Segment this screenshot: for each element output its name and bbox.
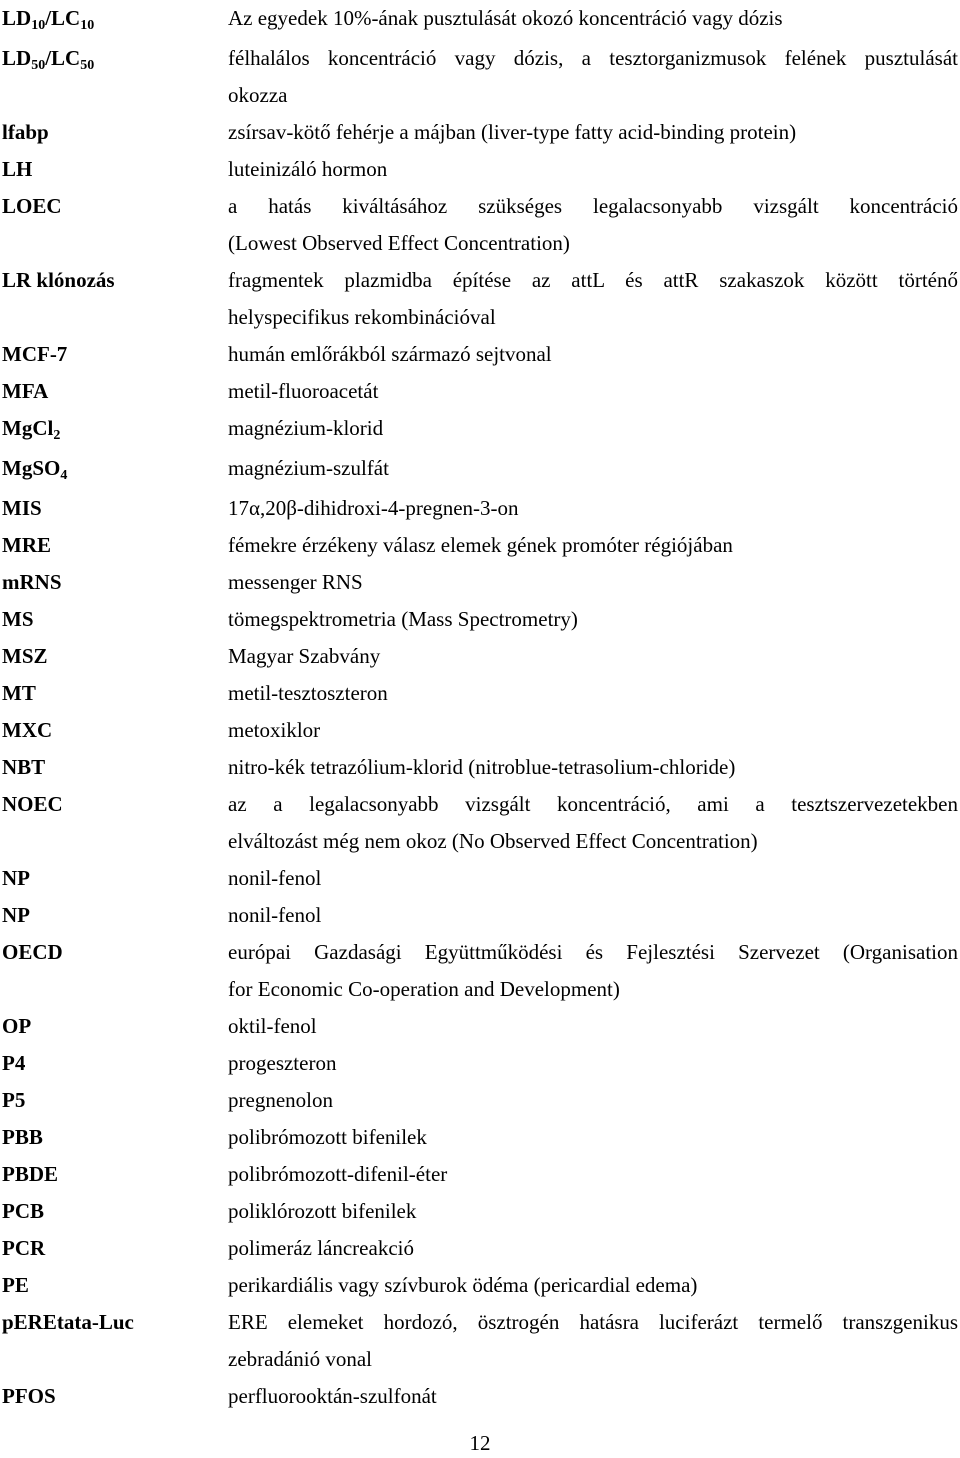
glossary-entry [0, 1008, 960, 1045]
definition-line: polimeráz láncreakció [228, 1236, 414, 1260]
glossary-entry [0, 1193, 960, 1230]
definition-line: messenger RNS [228, 570, 363, 594]
glossary-term: MS [2, 607, 34, 631]
definition-line: perfluorooktán-szulfonát [228, 1384, 437, 1408]
definition-line: for Economic Co-operation and Development) [228, 977, 620, 1001]
glossary-term: MFA [2, 379, 49, 403]
glossary-definition [228, 1119, 958, 1156]
glossary-definition [228, 601, 958, 638]
glossary-entry [0, 601, 960, 638]
definition-line: oktil-fenol [228, 1014, 317, 1038]
glossary-definition [228, 0, 958, 37]
glossary-definition [228, 712, 958, 749]
glossary-definition [228, 897, 958, 934]
glossary-term: NBT [2, 755, 46, 779]
glossary-entry [0, 1267, 960, 1304]
glossary-term: mRNS [2, 570, 62, 594]
definition-line: helyspecifikus rekombinációval [228, 305, 496, 329]
glossary-definition [228, 262, 958, 336]
definition-line: ERE elemeket hordozó, ösztrogén hatásra luciferázt termelő transzgenikus [228, 1310, 958, 1334]
glossary-definition [228, 1082, 958, 1119]
glossary-entry [0, 1045, 960, 1082]
glossary-term: PE [2, 1273, 29, 1297]
glossary-term: OP [2, 1014, 32, 1038]
glossary-definition [228, 749, 958, 786]
glossary-entry [0, 897, 960, 934]
definition-line: a hatás kiváltásához szükséges legalacsonyabb vizsgált koncentráció [228, 194, 958, 218]
definition-line: magnézium-szulfát [228, 456, 389, 480]
glossary-entry [0, 675, 960, 712]
definition-line: zebradánió vonal [228, 1347, 373, 1371]
definition-line: nonil-fenol [228, 866, 322, 890]
glossary-term: lfabp [2, 120, 49, 144]
definition-line: metoxiklor [228, 718, 321, 742]
glossary-term: $LD_{10}/LC_{10}$ [2, 6, 95, 33]
glossary-definition [228, 638, 958, 675]
glossary-entry [0, 40, 960, 114]
definition-line: pregnenolon [228, 1088, 333, 1112]
glossary-entry [0, 860, 960, 897]
glossary-entry [0, 527, 960, 564]
glossary-entry [0, 1230, 960, 1267]
glossary-definition [228, 410, 958, 447]
glossary-entry [0, 1156, 960, 1193]
definition-line: fragmentek plazmidba építése az attL és attR szakaszok között történő [228, 268, 958, 292]
glossary-definition [228, 450, 958, 487]
definition-line: poliklórozott bifenilek [228, 1199, 417, 1223]
glossary-entry [0, 188, 960, 262]
definition-line: metil-fluoroacetát [228, 379, 379, 403]
glossary-entry [0, 1082, 960, 1119]
glossary-definition [228, 527, 958, 564]
glossary-definition [228, 860, 958, 897]
glossary-term: PBB [2, 1125, 43, 1149]
glossary-definition [228, 40, 958, 114]
glossary-term: MgCl$_2$ [2, 416, 61, 443]
glossary-term: MT [2, 681, 36, 705]
glossary-entry [0, 410, 960, 450]
glossary-definition [228, 1193, 958, 1230]
glossary-term: MIS [2, 496, 42, 520]
glossary-term: MCF-7 [2, 342, 68, 366]
glossary-term: OECD [2, 940, 63, 964]
glossary-entry [0, 373, 960, 410]
definition-line: Magyar Szabvány [228, 644, 381, 668]
glossary-entry [0, 712, 960, 749]
definition-line: perikardiális vagy szívburok ödéma (pericardial edema) [228, 1273, 698, 1297]
definition-line: nonil-fenol [228, 903, 322, 927]
glossary-entry [0, 638, 960, 675]
glossary-entry [0, 1378, 960, 1415]
glossary-entry [0, 1119, 960, 1156]
glossary-entry [0, 262, 960, 336]
definition-line: okozza [228, 83, 288, 107]
page-number: 12 [469, 1431, 491, 1455]
definition-line: magnézium-klorid [228, 416, 384, 440]
glossary-definition [228, 1230, 958, 1267]
definition-line: európai Gazdasági Együttműködési és Fejlesztési Szervezet (Organisation [228, 940, 958, 964]
definition-line: nitro-kék tetrazólium-klorid (nitroblue-tetrasolium-chloride) [228, 755, 736, 779]
glossary-definition [228, 1378, 958, 1415]
glossary-definition [228, 1156, 958, 1193]
definition-line: elváltozást még nem okoz (No Observed Effect Concentration) [228, 829, 758, 853]
definition-line: polibrómozott bifenilek [228, 1125, 427, 1149]
glossary-entry [0, 0, 960, 40]
glossary-definition [228, 1304, 958, 1378]
glossary-term: NP [2, 866, 30, 890]
definition-line: humán emlőrákból származó sejtvonal [228, 342, 552, 366]
glossary-term: LOEC [2, 194, 62, 218]
glossary-definition [228, 336, 958, 373]
glossary-term: pEREtata-Luc [2, 1310, 134, 1334]
glossary-definition [228, 114, 958, 151]
glossary-term: $LD_{50}/LC_{50}$ [2, 46, 95, 73]
glossary-definition [228, 675, 958, 712]
glossary-definition [228, 188, 958, 262]
glossary-entry [0, 151, 960, 188]
definition-line: luteinizáló hormon [228, 157, 388, 181]
definition-line: (Lowest Observed Effect Concentration) [228, 231, 570, 255]
glossary-term: LH [2, 157, 33, 181]
definition-line: 17α,20β-dihidroxi-4-pregnen-3-on [228, 496, 519, 520]
definition-line: félhalálos koncentráció vagy dózis, a tesztorganizmusok felének pusztulását [228, 46, 958, 70]
glossary-term: MSZ [2, 644, 48, 668]
glossary-entry [0, 564, 960, 601]
definition-line: zsírsav-kötő fehérje a májban (liver-type fatty acid-binding protein) [228, 120, 797, 144]
glossary-entry [0, 490, 960, 527]
glossary-entry [0, 786, 960, 860]
glossary-term: PBDE [2, 1162, 59, 1186]
glossary-term: LR klónozás [2, 268, 115, 292]
glossary-term: PCB [2, 1199, 44, 1223]
definition-line: tömegspektrometria (Mass Spectrometry) [228, 607, 578, 631]
definition-line: fémekre érzékeny válasz elemek gének promóter régiójában [228, 533, 733, 557]
definition-line: az a legalacsonyabb vizsgált koncentráció, ami a tesztszervezetekben [228, 792, 958, 816]
glossary-entry [0, 114, 960, 151]
definition-line: metil-tesztoszteron [228, 681, 388, 705]
definition-line: polibrómozott-difenil-éter [228, 1162, 448, 1186]
glossary-definition [228, 934, 958, 1008]
glossary-definition [228, 1267, 958, 1304]
glossary-term: NOEC [2, 792, 63, 816]
glossary-term: MRE [2, 533, 51, 557]
glossary-definition [228, 151, 958, 188]
glossary-entry [0, 336, 960, 373]
glossary-definition [228, 490, 958, 527]
glossary-entry [0, 934, 960, 1008]
glossary-definition [228, 786, 958, 860]
definition-line: progeszteron [228, 1051, 337, 1075]
glossary-term: P4 [2, 1051, 26, 1075]
glossary-entry [0, 1304, 960, 1378]
glossary-term: MgSO$_4$ [2, 456, 68, 483]
definition-line: Az egyedek 10%-ának pusztulását okozó koncentráció vagy dózis [228, 6, 783, 30]
glossary-term: NP [2, 903, 30, 927]
glossary-definition [228, 564, 958, 601]
glossary-definition [228, 373, 958, 410]
glossary-term: MXC [2, 718, 53, 742]
glossary-term: PCR [2, 1236, 46, 1260]
glossary-entry [0, 749, 960, 786]
glossary-term: PFOS [2, 1384, 56, 1408]
glossary-entry [0, 450, 960, 490]
glossary-definition [228, 1008, 958, 1045]
glossary-definition [228, 1045, 958, 1082]
glossary-term: P5 [2, 1088, 26, 1112]
